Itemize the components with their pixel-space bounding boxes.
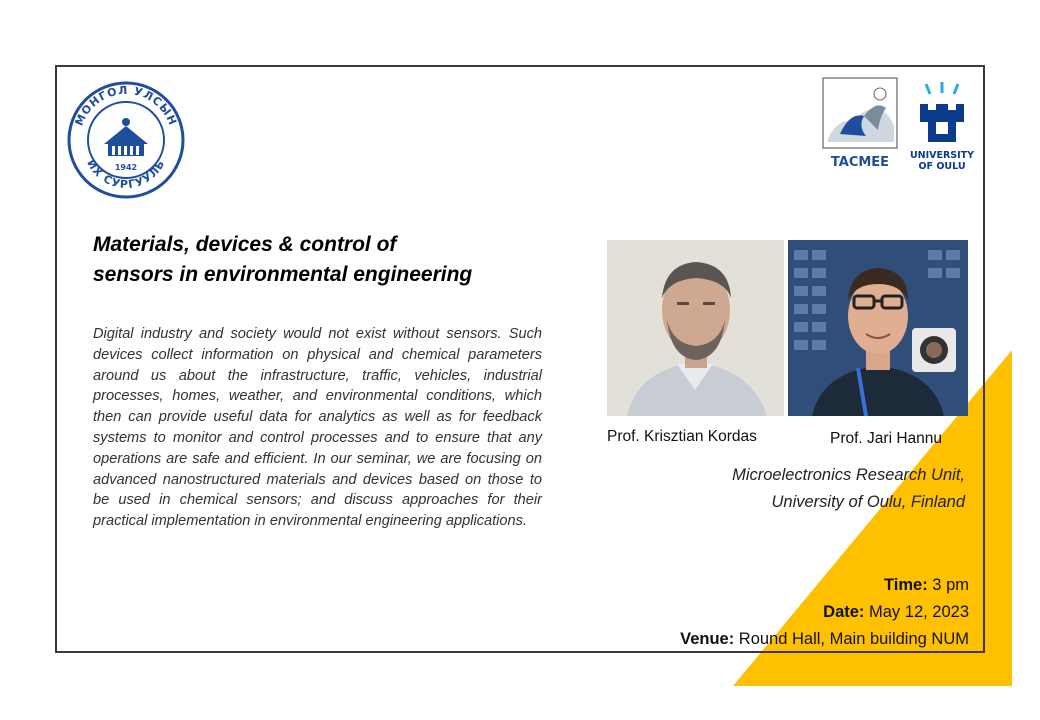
num-seal-bottom-text: ИХ СУРГУУЛЬ [84, 157, 168, 192]
num-seal-year: 1942 [114, 163, 138, 172]
event-details [680, 572, 969, 653]
speaker-photo-kordas [607, 240, 784, 416]
time-label: Time: [884, 576, 928, 594]
oulu-label-line1: UNIVERSITY [909, 150, 975, 161]
seminar-title [93, 230, 573, 290]
tacmee-label: TACMEE [830, 155, 890, 170]
speaker-name-hannu: Prof. Jari Hannu [830, 430, 942, 447]
seminar-title-line1: Materials, devices & control of [93, 233, 397, 256]
affiliation [732, 462, 965, 516]
event-date [680, 599, 969, 626]
venue-label: Venue: [680, 630, 735, 648]
time-value: 3 pm [927, 576, 969, 594]
speaker-photo-hannu [788, 240, 968, 416]
event-venue [680, 626, 969, 653]
num-university-seal-icon [66, 80, 186, 200]
tacmee-logo-icon [820, 76, 900, 176]
event-time [680, 572, 969, 599]
date-label: Date: [823, 603, 865, 621]
num-seal-top-text: МОНГОЛ УЛСЫН [72, 83, 180, 128]
affiliation-line1: Microelectronics Research Unit, [732, 466, 965, 484]
oulu-label-line2: OF OULU [918, 161, 966, 172]
seminar-abstract: Digital industry and society would not exist without sensors. Such devices collect information on physical and chemical parameters around us about the infrastructure, traffic, vehicles, industrial processes, homes, weather, and environmental conditions, which then can provide useful data for analytics as well as for feedback systems to monitor and control processes and to ensure that any operations are safe and efficient. In our seminar, we are focusing on advanced nanostructured materials and devices based on those to be used in chemical sensors; and discuss approaches for their practical implementation in environmental engineering applications. [93, 326, 542, 530]
date-value: May 12, 2023 [864, 603, 969, 621]
seminar-title-line2: sensors in environmental engineering [93, 263, 473, 286]
affiliation-line2: University of Oulu, Finland [771, 493, 965, 511]
speaker-name-kordas: Prof. Krisztian Kordas [607, 428, 757, 445]
venue-value: Round Hall, Main building NUM [734, 630, 969, 648]
university-of-oulu-logo-icon [906, 78, 978, 178]
